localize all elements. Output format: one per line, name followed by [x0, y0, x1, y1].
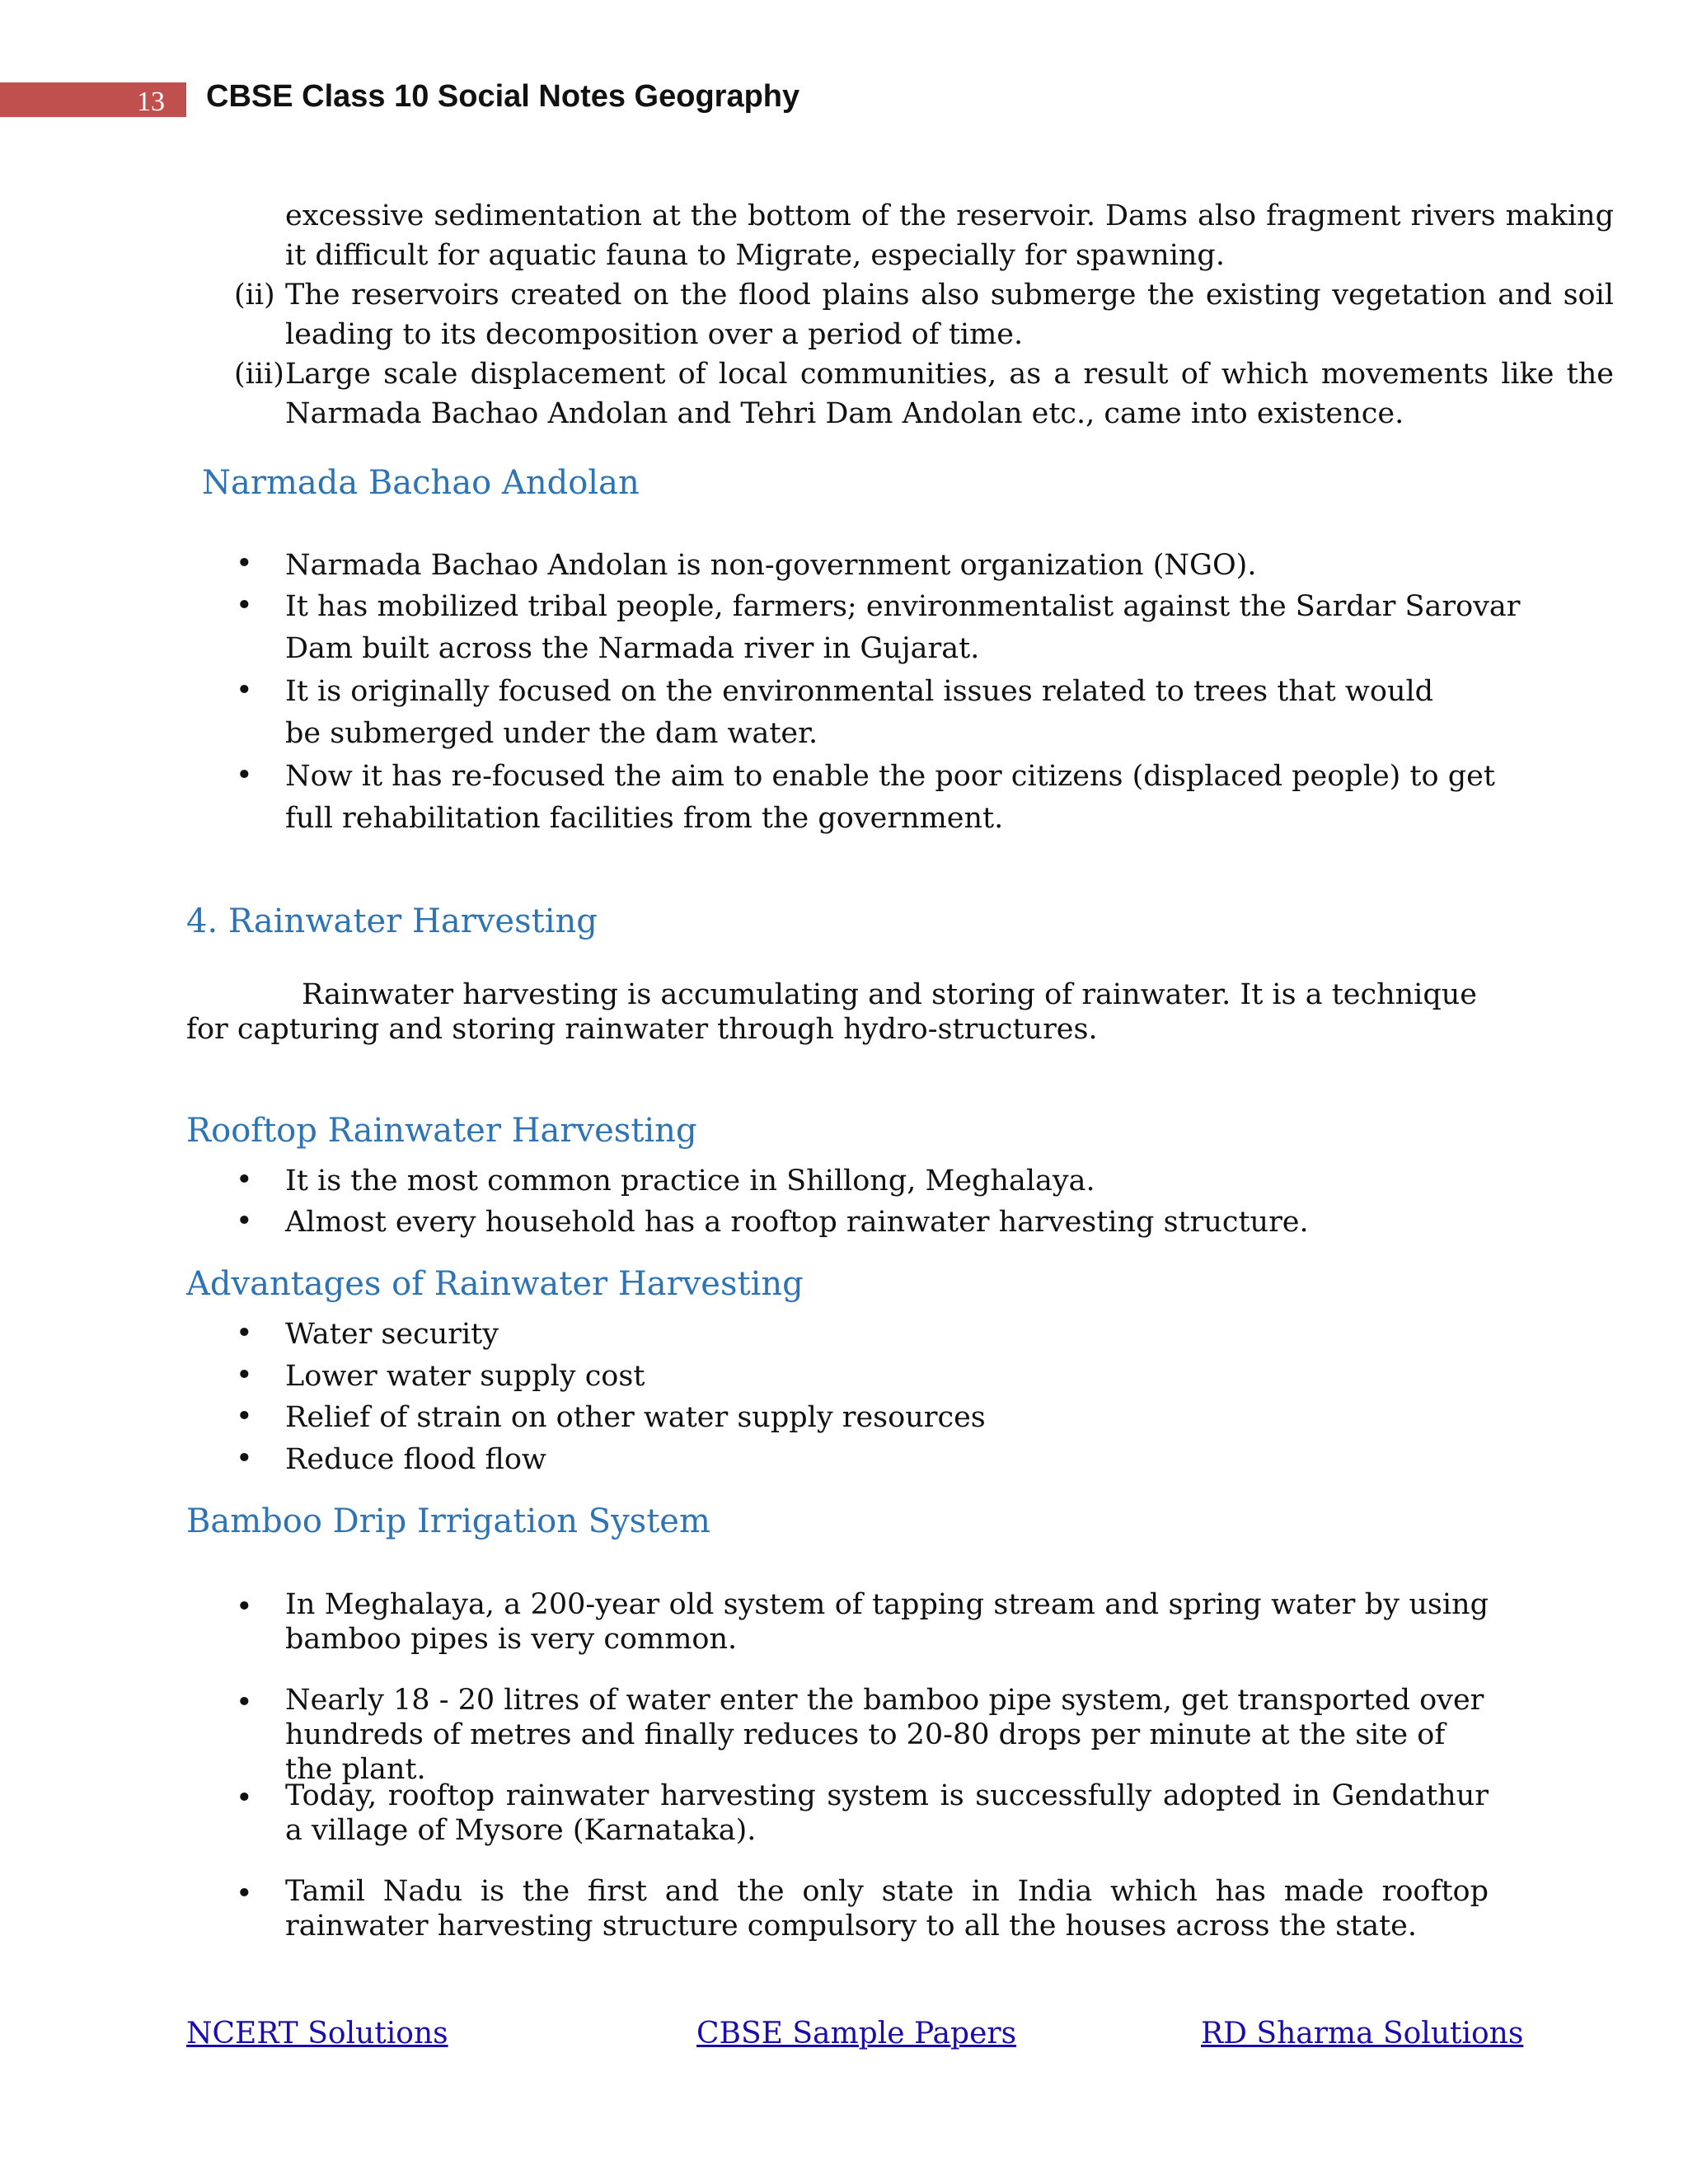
item-label: (iii): [234, 358, 284, 391]
bullet-icon: •: [236, 1442, 253, 1475]
list-item-text: Tamil Nadu is the first and the only state in India which has made rooftop rainwater harvesting structure compulsory to all the houses across the state.: [285, 1875, 1489, 1943]
bullet-icon: •: [236, 1591, 253, 1624]
list-item-text: It has mobilized tribal people, farmers; environmentalist against the Sardar Sarovar Dam built across the Narmada river in Gujarat.: [285, 590, 1521, 665]
list-item-text: Narmada Bachao Andolan is non-government organization (NGO).: [285, 549, 1257, 582]
bullet-icon: •: [236, 547, 253, 580]
page-number: 13: [137, 87, 165, 117]
section-heading-narmada: Narmada Bachao Andolan: [202, 464, 640, 502]
document-title: CBSE Class 10 Social Notes Geography: [206, 79, 800, 114]
section-heading-bamboo: Bamboo Drip Irrigation System: [186, 1502, 710, 1540]
section-heading-advantages: Advantages of Rainwater Harvesting: [186, 1265, 804, 1303]
list-item-text: Lower water supply cost: [285, 1360, 645, 1393]
list-item-text: Today, rooftop rainwater harvesting system is successfully adopted in Gendathur a village of Mysore (Karnataka).: [285, 1779, 1489, 1847]
list-item-text: In Meghalaya, a 200-year old system of tapping stream and spring water by using bamboo pipes is very common.: [285, 1588, 1489, 1656]
bullet-icon: •: [236, 1877, 253, 1910]
bullet-icon: •: [236, 1205, 253, 1238]
list-item-text: Nearly 18 - 20 litres of water enter the bamboo pipe system, get transported over hundreds of metres and finally reduces to 20-80 drops per minute at the site of the plant.: [285, 1684, 1484, 1786]
continuation-paragraph: excessive sedimentation at the bottom of the reservoir. Dams also fragment rivers making it difficult for aquatic fauna to Migrate, especially for spawning.: [285, 199, 1614, 272]
list-item-text: Relief of strain on other water supply resources: [285, 1401, 986, 1434]
bullet-icon: •: [236, 589, 253, 622]
footer-link-ncert-solutions[interactable]: NCERT Solutions: [186, 2017, 448, 2050]
list-item-text: It is originally focused on the environmental issues related to trees that would be submerged under the dam water.: [285, 675, 1434, 750]
list-item-text: Water security: [285, 1318, 499, 1351]
bullet-icon: •: [236, 1782, 253, 1815]
item-text: The reservoirs created on the flood plains also submerge the existing vegetation and soil leading to its decomposition over a period of time.: [285, 279, 1614, 351]
bullet-icon: •: [236, 1164, 253, 1197]
bullet-icon: •: [236, 1686, 253, 1719]
list-item-text: It is the most common practice in Shillong, Meghalaya.: [285, 1165, 1095, 1197]
bullet-icon: •: [236, 759, 253, 792]
item-label: (ii): [234, 279, 275, 312]
item-text: Large scale displacement of local communities, as a result of which movements like the Narmada Bachao Andolan and Tehri Dam Andolan etc., came into existence.: [285, 358, 1614, 430]
bullet-icon: •: [236, 1359, 253, 1392]
list-item-text: Almost every household has a rooftop rainwater harvesting structure.: [285, 1206, 1309, 1239]
list-item-text: Now it has re-focused the aim to enable the poor citizens (displaced people) to get full rehabilitation facilities from the government.: [285, 760, 1495, 835]
bullet-icon: •: [236, 674, 253, 707]
rainwater-intro: Rainwater harvesting is accumulating and storing of rainwater. It is a technique for capturing and storing rainwater through hydro-structures.: [186, 978, 1478, 1046]
list-item-text: Reduce flood flow: [285, 1443, 546, 1476]
footer-link-cbse-sample-papers[interactable]: CBSE Sample Papers: [696, 2017, 1017, 2050]
section-heading-rooftop: Rooftop Rainwater Harvesting: [186, 1112, 697, 1150]
bullet-icon: •: [236, 1400, 253, 1433]
footer-link-rd-sharma-solutions[interactable]: RD Sharma Solutions: [1201, 2017, 1524, 2050]
bullet-icon: •: [236, 1317, 253, 1350]
section-heading-rainwater: 4. Rainwater Harvesting: [186, 902, 598, 940]
